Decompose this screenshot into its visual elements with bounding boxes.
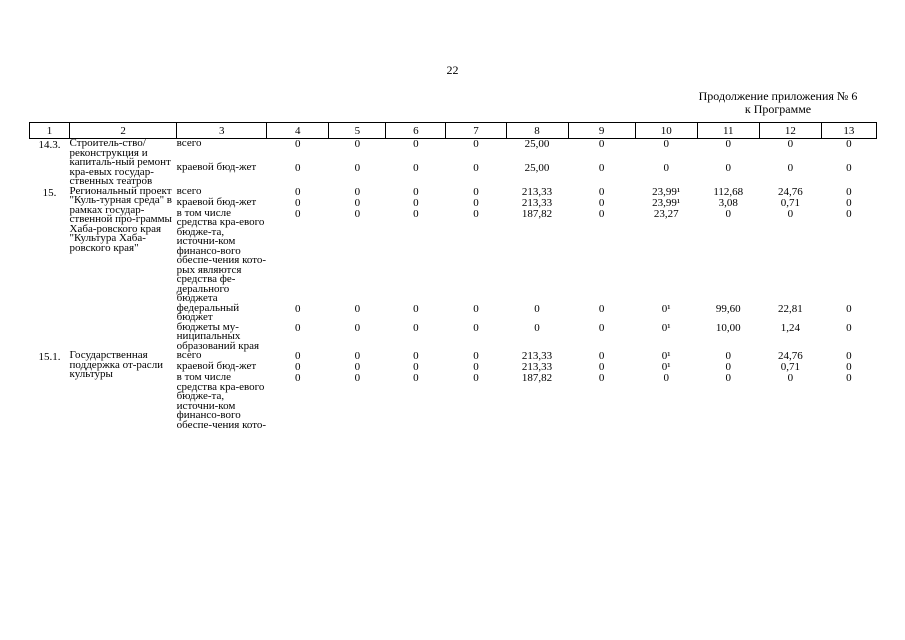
row-value: 187,82 [521, 207, 553, 220]
row-value: 1,24 [780, 321, 800, 334]
row-funding-type: в том числе средства кра-евого бюдже-та, источни-ком финансо-вого обеспе-чения кото- [176, 371, 267, 431]
page-number: 22 [446, 63, 459, 77]
row-value: 0 [354, 361, 361, 373]
row-value: 0 [473, 162, 479, 175]
row-code: 15. [42, 186, 57, 199]
row-value: 0 [413, 185, 419, 198]
row-value: 22,81 [777, 302, 803, 315]
column-header: 8 [506, 123, 568, 139]
row-value: 0 [354, 350, 361, 362]
row-value: 23,99¹ [652, 185, 681, 198]
row-value: 23,99¹ [652, 196, 681, 209]
row-value: 99,60 [715, 302, 741, 315]
column-header: 7 [446, 123, 506, 139]
row-value: 0 [846, 361, 852, 373]
row-value: 0 [663, 138, 669, 150]
row-funding-type: всего [176, 137, 202, 149]
row-value: 0 [598, 138, 605, 150]
row-value: 0 [598, 361, 605, 373]
row-value: 0 [354, 162, 361, 175]
column-header: 11 [697, 123, 759, 139]
annex-header [660, 90, 896, 116]
column-header: 1 [30, 123, 70, 139]
row-value: 0 [725, 372, 731, 384]
row-value: 0 [598, 302, 605, 315]
row-value: 0 [473, 302, 479, 315]
column-header: 10 [635, 123, 697, 139]
row-value: 0 [534, 321, 540, 334]
column-header: 9 [568, 123, 635, 139]
row-value: 0 [295, 350, 301, 362]
row-value: 0 [598, 162, 605, 175]
row-value: 0 [473, 321, 479, 334]
column-header: 6 [386, 123, 446, 139]
row-value: 0 [413, 372, 419, 384]
row-value: 0 [598, 196, 605, 209]
row-value: 0 [413, 207, 419, 220]
row-value: 0 [534, 302, 540, 315]
row-funding-type: федеральный бюджет [176, 301, 240, 323]
row-funding-type: всего [176, 184, 202, 197]
row-value: 0 [846, 372, 852, 384]
row-value: 213,33 [521, 196, 553, 209]
row-value: 0 [725, 350, 731, 362]
row-value: 0 [354, 207, 361, 220]
row-value: 0 [725, 162, 731, 175]
row-value: 0 [295, 372, 301, 384]
row-value: 0 [354, 185, 361, 198]
row-value: 25,00 [524, 162, 550, 175]
row-value: 0 [295, 207, 301, 220]
row-code: 14.3. [38, 139, 61, 151]
row-value: 23,27 [653, 207, 679, 220]
row-value: 0¹ [661, 361, 671, 373]
row-value: 0 [354, 302, 361, 315]
row-value: 0 [725, 207, 731, 220]
column-header: 5 [329, 123, 386, 139]
row-name: Региональный проект "Куль-турная среда" в рамках государ-ственной про-граммы Хаба-ровского края "Культура Хаба-ровского края" [69, 184, 173, 254]
row-value: 0 [787, 162, 794, 175]
row-value: 0 [295, 361, 301, 373]
row-value: 0 [598, 185, 605, 198]
column-numbers-row [30, 123, 877, 139]
row-value: 0 [473, 138, 479, 150]
row-value: 0 [725, 361, 731, 373]
row-name: Государственная поддержка от-расли культуры [69, 349, 164, 380]
row-value: 0 [846, 207, 852, 220]
row-value: 112,68 [713, 185, 744, 198]
row-funding-type: всего [176, 349, 202, 361]
budget-table [29, 122, 877, 430]
row-value: 0,71 [780, 361, 800, 373]
row-value: 0 [473, 207, 479, 220]
row-value: 24,76 [777, 185, 803, 198]
row-value: 0 [663, 372, 669, 384]
row-value: 0 [787, 207, 794, 220]
row-value: 0 [295, 162, 301, 175]
row-value: 0 [846, 302, 852, 315]
row-funding-type: бюджеты му-ниципальных образований края [176, 320, 260, 352]
row-name: Строитель-ство/реконструкция и капиталь-ный ремонт кра-евых государ-ственных театров [69, 137, 171, 187]
row-value: 213,33 [521, 361, 553, 373]
table-row [30, 187, 877, 198]
row-value: 0 [295, 196, 301, 209]
row-value: 0 [473, 372, 479, 384]
table-row [30, 139, 877, 164]
row-value: 0 [473, 350, 479, 362]
annex-line-2: к Программе [744, 102, 812, 116]
row-code: 15.1. [38, 351, 61, 363]
row-funding-type: краевой бюд-жет [176, 360, 257, 372]
table-row [30, 351, 877, 362]
row-value: 24,76 [777, 350, 803, 362]
row-value: 3,08 [718, 196, 738, 209]
row-value: 0 [598, 350, 605, 362]
row-funding-type: краевой бюд-жет [176, 195, 257, 208]
row-value: 0 [413, 350, 419, 362]
row-value: 0 [473, 185, 479, 198]
row-value: 187,82 [521, 372, 553, 384]
row-value: 0 [354, 321, 361, 334]
row-value: 0 [413, 361, 419, 373]
row-value: 0,71 [780, 196, 800, 209]
row-value: 0 [663, 162, 669, 175]
row-value: 0¹ [661, 321, 671, 334]
row-value: 0 [846, 350, 852, 362]
column-header: 3 [177, 123, 267, 139]
row-value: 213,33 [521, 185, 553, 198]
row-value: 0 [413, 162, 419, 175]
column-header: 2 [70, 123, 177, 139]
row-value: 0 [846, 185, 852, 198]
row-value: 0 [725, 138, 731, 150]
row-funding-type: краевой бюд-жет [176, 161, 257, 174]
row-value: 0 [473, 361, 479, 373]
table-body [30, 139, 877, 431]
row-value: 0 [295, 321, 301, 334]
column-header: 13 [821, 123, 876, 139]
row-value: 0 [354, 372, 361, 384]
row-value: 0 [354, 138, 361, 150]
row-value: 0 [846, 321, 852, 334]
column-header: 12 [759, 123, 821, 139]
row-value: 0 [846, 162, 852, 175]
row-value: 0 [598, 321, 605, 334]
row-value: 0 [295, 138, 301, 150]
row-value: 0 [846, 138, 852, 150]
row-value: 0 [413, 302, 419, 315]
row-value: 0 [413, 138, 419, 150]
row-value: 213,33 [521, 350, 553, 362]
column-header: 4 [267, 123, 329, 139]
row-value: 25,00 [524, 138, 550, 150]
row-value: 0 [787, 138, 794, 150]
row-value: 0 [354, 196, 361, 209]
row-value: 0 [598, 372, 605, 384]
row-value: 0¹ [661, 302, 671, 315]
row-funding-type: в том числе средства кра-евого бюдже-та, источни-ком финансо-вого обеспе-чения кото-рых являются средства фе-дерального бюджета [176, 206, 267, 304]
row-value: 0 [846, 196, 852, 209]
row-value: 0 [787, 372, 794, 384]
row-value: 0¹ [661, 350, 671, 362]
row-value: 0 [295, 185, 301, 198]
row-value: 0 [473, 196, 479, 209]
row-value: 0 [413, 321, 419, 334]
annex-line-1: Продолжение приложения № 6 [698, 89, 858, 103]
row-value: 0 [598, 207, 605, 220]
row-value: 10,00 [715, 321, 741, 334]
row-value: 0 [295, 302, 301, 315]
row-value: 0 [413, 196, 419, 209]
